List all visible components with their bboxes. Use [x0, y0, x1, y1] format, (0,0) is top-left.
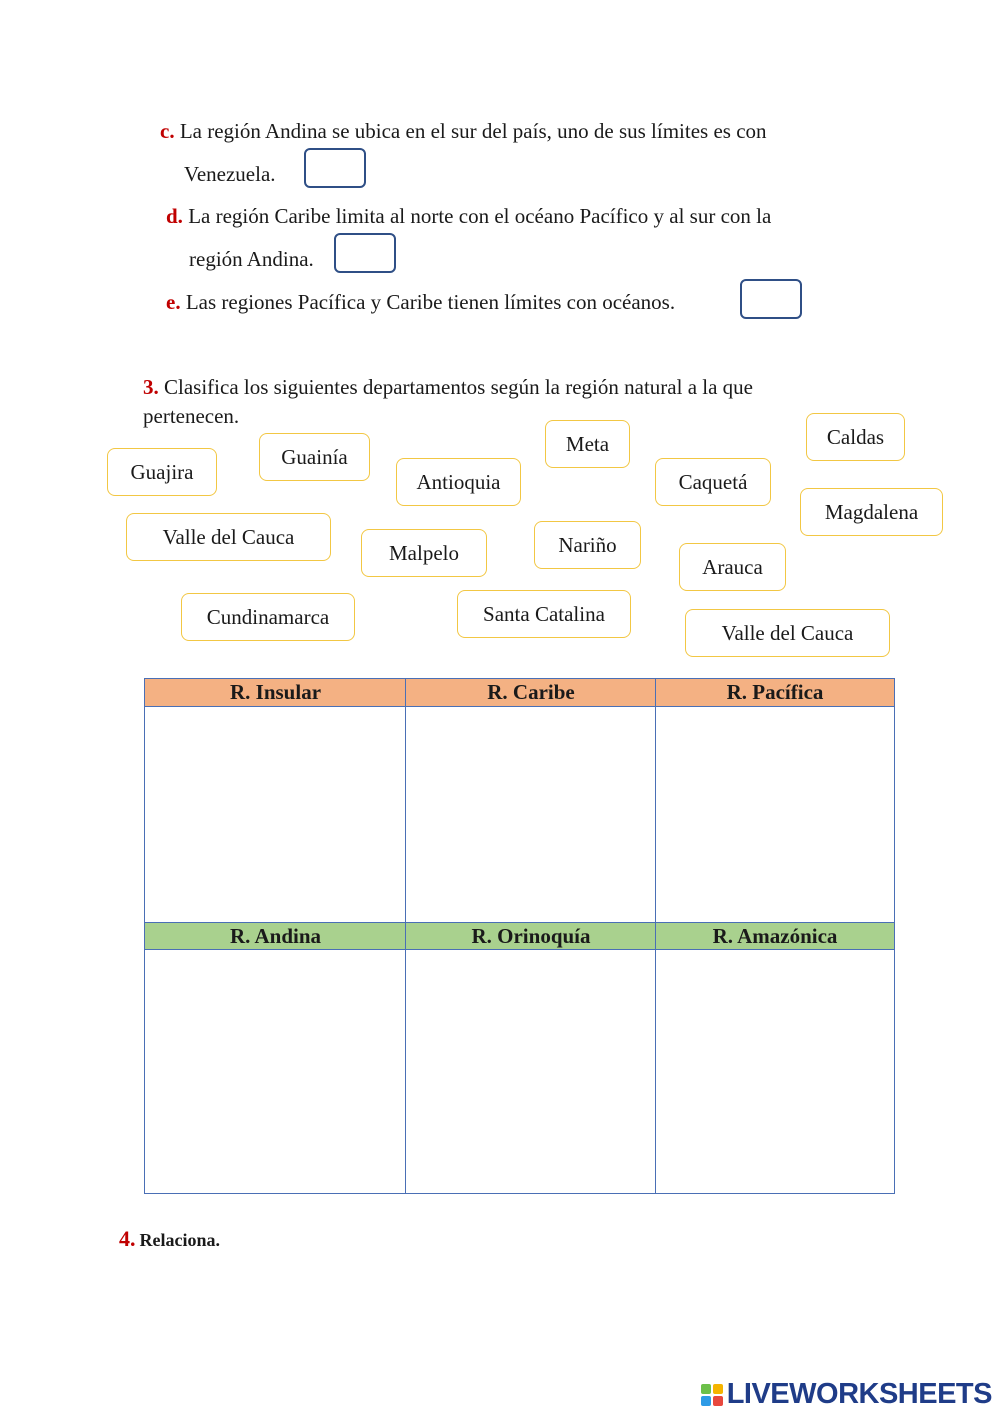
- row-divider: [145, 922, 894, 923]
- chip-guajira[interactable]: Guajira: [107, 448, 217, 496]
- answer-box-e[interactable]: [740, 279, 802, 319]
- statement-c: [160, 121, 767, 142]
- header-r-amazonica: R. Amazónica: [656, 923, 894, 949]
- statement-c-text: La región Andina se ubica en el sur del país, uno de sus límites es con: [179, 119, 767, 143]
- question-3-text: Clasifica los siguientes departamentos según la región natural a la que: [164, 375, 753, 399]
- drop-zone-r-andina[interactable]: [146, 951, 404, 1192]
- drop-zone-r-insular[interactable]: [146, 708, 404, 921]
- chip-magdalena[interactable]: Magdalena: [800, 488, 943, 536]
- chip-antioquia[interactable]: Antioquia: [396, 458, 521, 506]
- question-3-text-line2: pertenecen.: [143, 404, 240, 428]
- question-4-text: Relaciona.: [139, 1230, 220, 1250]
- drop-zone-r-amazonica[interactable]: [657, 951, 893, 1192]
- answer-box-c[interactable]: [304, 148, 366, 188]
- statement-e: [166, 292, 675, 313]
- header-r-caribe: R. Caribe: [406, 679, 656, 706]
- row-divider: [145, 949, 894, 950]
- header-r-pacifica: R. Pacífica: [656, 679, 894, 706]
- chip-malpelo[interactable]: Malpelo: [361, 529, 487, 577]
- question-4: [119, 1226, 220, 1252]
- statement-d-line2: región Andina.: [189, 247, 314, 271]
- liveworksheets-logo-icon: [701, 1384, 723, 1406]
- statement-d: [166, 206, 771, 227]
- chip-narino[interactable]: Nariño: [534, 521, 641, 569]
- drop-zone-r-caribe[interactable]: [407, 708, 654, 921]
- statement-c-label: c.: [160, 119, 175, 143]
- statement-e-text: Las regiones Pacífica y Caribe tienen límites con océanos.: [185, 290, 676, 314]
- question-4-number: 4.: [119, 1226, 136, 1251]
- chip-santa-catalina[interactable]: Santa Catalina: [457, 590, 631, 638]
- drop-zone-r-pacifica[interactable]: [657, 708, 893, 921]
- chip-cundinamarca[interactable]: Cundinamarca: [181, 593, 355, 641]
- statement-c-line2: Venezuela.: [184, 162, 276, 186]
- header-r-andina: R. Andina: [145, 923, 406, 949]
- statement-e-label: e.: [166, 290, 181, 314]
- statement-d-label: d.: [166, 204, 183, 228]
- header-r-orinoquia: R. Orinoquía: [406, 923, 656, 949]
- statement-d-text: La región Caribe limita al norte con el océano Pacífico y al sur con la: [188, 204, 772, 228]
- chip-caldas[interactable]: Caldas: [806, 413, 905, 461]
- question-3-number: 3.: [143, 375, 159, 399]
- chip-valle-del-cauca-2[interactable]: Valle del Cauca: [685, 609, 890, 657]
- chip-meta[interactable]: Meta: [545, 420, 630, 468]
- answer-box-d[interactable]: [334, 233, 396, 273]
- drop-zone-r-orinoquia[interactable]: [407, 951, 654, 1192]
- chip-valle-del-cauca-1[interactable]: Valle del Cauca: [126, 513, 331, 561]
- question-3: [143, 377, 753, 398]
- chip-arauca[interactable]: Arauca: [679, 543, 786, 591]
- brand-name: LIVEWORKSHEETS: [726, 1378, 992, 1410]
- row-divider: [145, 706, 894, 707]
- chip-caqueta[interactable]: Caquetá: [655, 458, 771, 506]
- liveworksheets-logo: [701, 1378, 992, 1411]
- column-divider: [405, 679, 406, 1193]
- column-divider: [655, 679, 656, 1193]
- header-r-insular: R. Insular: [145, 679, 406, 706]
- chip-guainia[interactable]: Guainía: [259, 433, 370, 481]
